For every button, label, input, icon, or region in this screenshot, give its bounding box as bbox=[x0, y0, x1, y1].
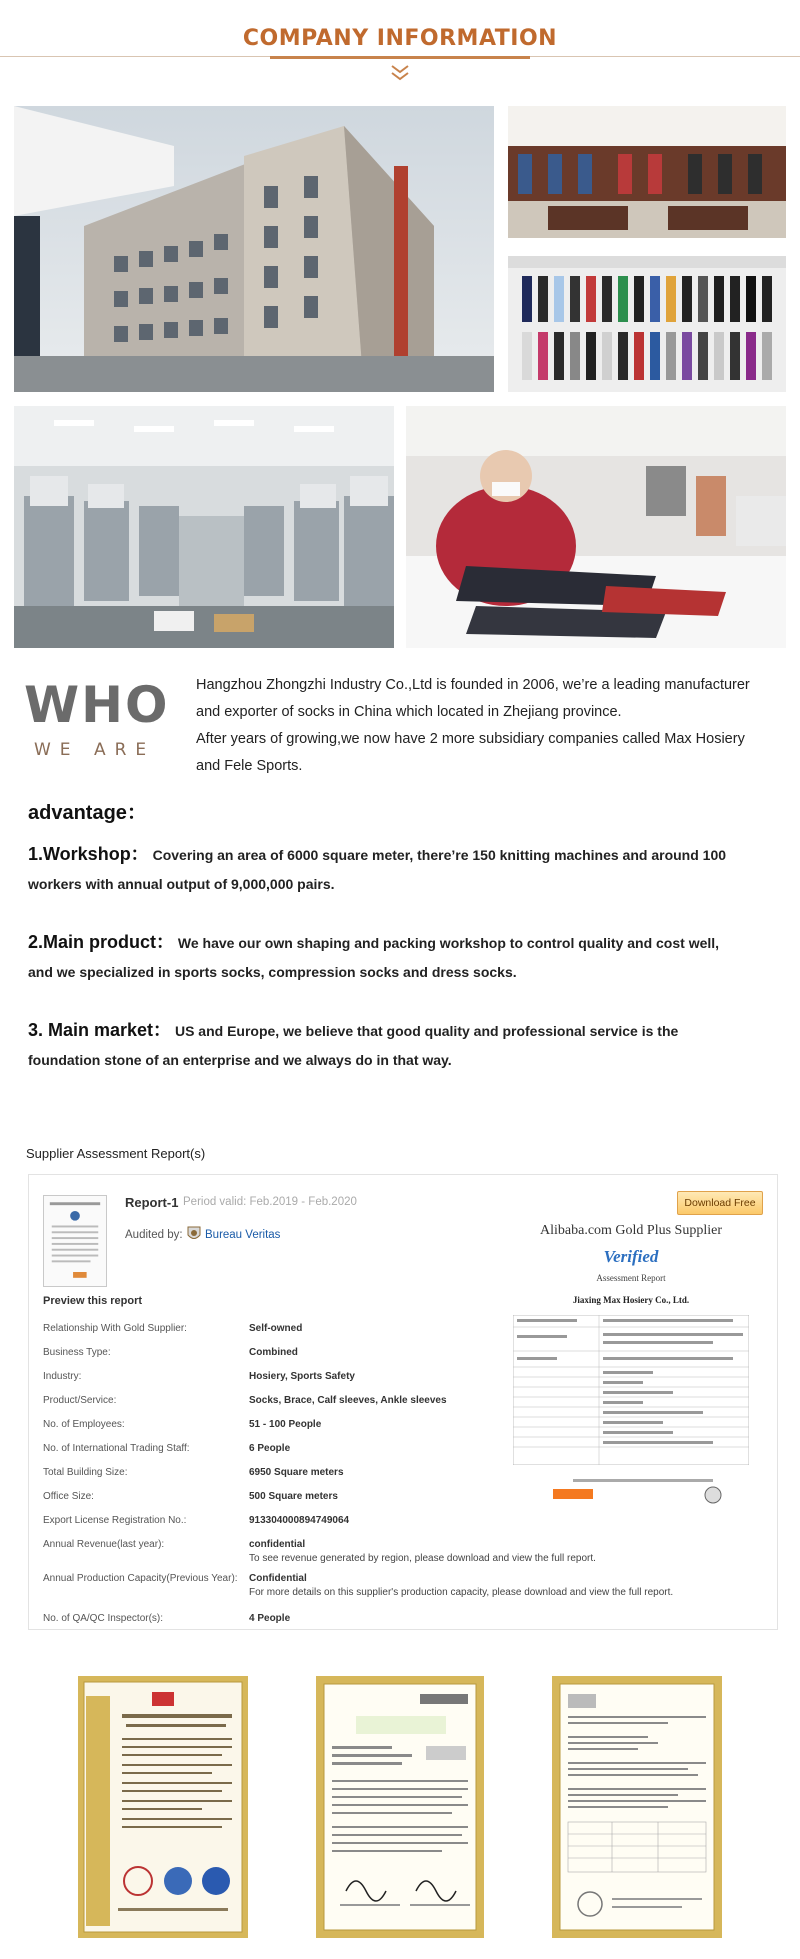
sock-display-photo bbox=[508, 256, 786, 392]
row-label: Annual Revenue(last year): bbox=[43, 1539, 165, 1550]
oeko-tex-certificate bbox=[316, 1676, 484, 1938]
advantage-main-product bbox=[28, 928, 788, 987]
advantage-text: We have our own shaping and packing workshop to control quality and cost well, bbox=[177, 935, 720, 951]
title-underline bbox=[270, 56, 530, 59]
supplier-report-card bbox=[28, 1174, 778, 1630]
advantage-main-market bbox=[28, 1016, 788, 1075]
row-value: Self-owned bbox=[249, 1323, 303, 1334]
advantage-text: and we specialized in sports socks, compression socks and dress socks. bbox=[28, 964, 517, 980]
row-label: Export License Registration No.: bbox=[43, 1515, 187, 1526]
advantage-text: workers with annual output of 9,000,000 pairs. bbox=[28, 876, 335, 892]
assessment-report-label: Assessment Report bbox=[596, 1273, 666, 1283]
advantage-text: US and Europe, we believe that good quality and professional service is the bbox=[174, 1023, 679, 1039]
bureau-veritas-icon bbox=[186, 1225, 202, 1243]
assessment-table-image bbox=[513, 1315, 749, 1465]
row-label: Business Type: bbox=[43, 1347, 111, 1358]
row-label: No. of Employees: bbox=[43, 1419, 125, 1430]
report-section-title: Supplier Assessment Report(s) bbox=[26, 1146, 206, 1161]
page-header bbox=[0, 0, 800, 100]
row-label: Industry: bbox=[43, 1371, 82, 1382]
assessment-report-preview[interactable] bbox=[503, 1223, 759, 1513]
row-label: Product/Service: bbox=[43, 1395, 117, 1406]
intro-line: After years of growing,we now have 2 more subsidiary companies called Max Hosiery bbox=[196, 731, 745, 747]
report-thumbnail[interactable] bbox=[43, 1195, 107, 1287]
row-note: To see revenue generated by region, please download and view the full report. bbox=[249, 1553, 596, 1564]
auditor-name: Bureau Veritas bbox=[205, 1229, 281, 1241]
row-value: 4 People bbox=[249, 1613, 291, 1624]
download-free-button[interactable]: Download Free bbox=[677, 1191, 763, 1215]
advantage-key: 3. Main market： bbox=[28, 1020, 172, 1040]
report-name[interactable]: Report-1 bbox=[125, 1195, 179, 1210]
intro-line: and exporter of socks in China which located in Zhejiang province. bbox=[196, 704, 622, 720]
preview-label: Preview this report bbox=[43, 1295, 143, 1307]
sgs-test-report bbox=[552, 1676, 722, 1938]
quality-management-certificate bbox=[78, 1676, 248, 1938]
who-title: WHO bbox=[24, 676, 170, 734]
who-we-are-heading bbox=[24, 676, 170, 760]
advantage-heading: advantage： bbox=[28, 802, 147, 824]
advantage-key: 1.Workshop： bbox=[28, 844, 149, 864]
assessed-company: Jiaxing Max Hosiery Co., Ltd. bbox=[572, 1295, 690, 1305]
row-note: For more details on this supplier's production capacity, please download and view the full report. bbox=[249, 1587, 674, 1598]
advantage-key: 2.Main product： bbox=[28, 932, 175, 952]
row-label: No. of QA/QC Inspector(s): bbox=[43, 1613, 164, 1624]
intro-line: and Fele Sports. bbox=[196, 758, 303, 774]
header-rule-right bbox=[530, 56, 800, 57]
intro-line: Hangzhou Zhongzhi Industry Co.,Ltd is founded in 2006, we’re a leading manufacturer bbox=[196, 677, 750, 693]
we-are-subtitle: WE ARE bbox=[34, 740, 156, 760]
alibaba-logo-icon bbox=[513, 1479, 749, 1509]
advantage-workshop bbox=[28, 840, 788, 899]
verified-badge: Verified bbox=[603, 1247, 659, 1266]
office-building-photo bbox=[14, 106, 494, 392]
row-label: Relationship With Gold Supplier: bbox=[43, 1323, 187, 1334]
row-value: Socks, Brace, Calf sleeves, Ankle sleeves bbox=[249, 1395, 447, 1406]
row-value: 6 People bbox=[249, 1443, 291, 1454]
row-value: Hosiery, Sports Safety bbox=[249, 1371, 355, 1382]
section-title: COMPANY INFORMATION bbox=[242, 26, 558, 51]
header-rule-left bbox=[0, 56, 270, 57]
row-value: confidential bbox=[249, 1539, 306, 1550]
row-label: Annual Production Capacity(Previous Year): bbox=[43, 1573, 238, 1584]
double-chevron-down-icon bbox=[388, 64, 412, 82]
row-value: Combined bbox=[249, 1347, 298, 1358]
row-value: 913304000894749064 bbox=[249, 1515, 350, 1526]
row-label: No. of International Trading Staff: bbox=[43, 1443, 190, 1454]
row-value: 51 - 100 People bbox=[249, 1419, 322, 1430]
company-intro bbox=[196, 672, 786, 780]
showroom-photo bbox=[508, 106, 786, 238]
row-value: Confidential bbox=[249, 1573, 307, 1584]
advantage-text: foundation stone of an enterprise and we always do in that way. bbox=[28, 1052, 452, 1068]
row-label: Office Size: bbox=[43, 1491, 94, 1502]
row-value: 6950 Square meters bbox=[249, 1467, 344, 1478]
row-value: 500 Square meters bbox=[249, 1491, 338, 1502]
report-valid-period: Period valid: Feb.2019 - Feb.2020 bbox=[183, 1196, 357, 1208]
row-label: Total Building Size: bbox=[43, 1467, 128, 1478]
worker-sorting-photo bbox=[406, 406, 786, 648]
advantage-text: Covering an area of 6000 square meter, there’re 150 knitting machines and around 100 bbox=[152, 847, 727, 863]
gold-supplier-title: Alibaba.com Gold Plus Supplier bbox=[540, 1223, 722, 1238]
knitting-workshop-photo bbox=[14, 406, 394, 648]
audited-by-label: Audited by: bbox=[125, 1229, 183, 1241]
